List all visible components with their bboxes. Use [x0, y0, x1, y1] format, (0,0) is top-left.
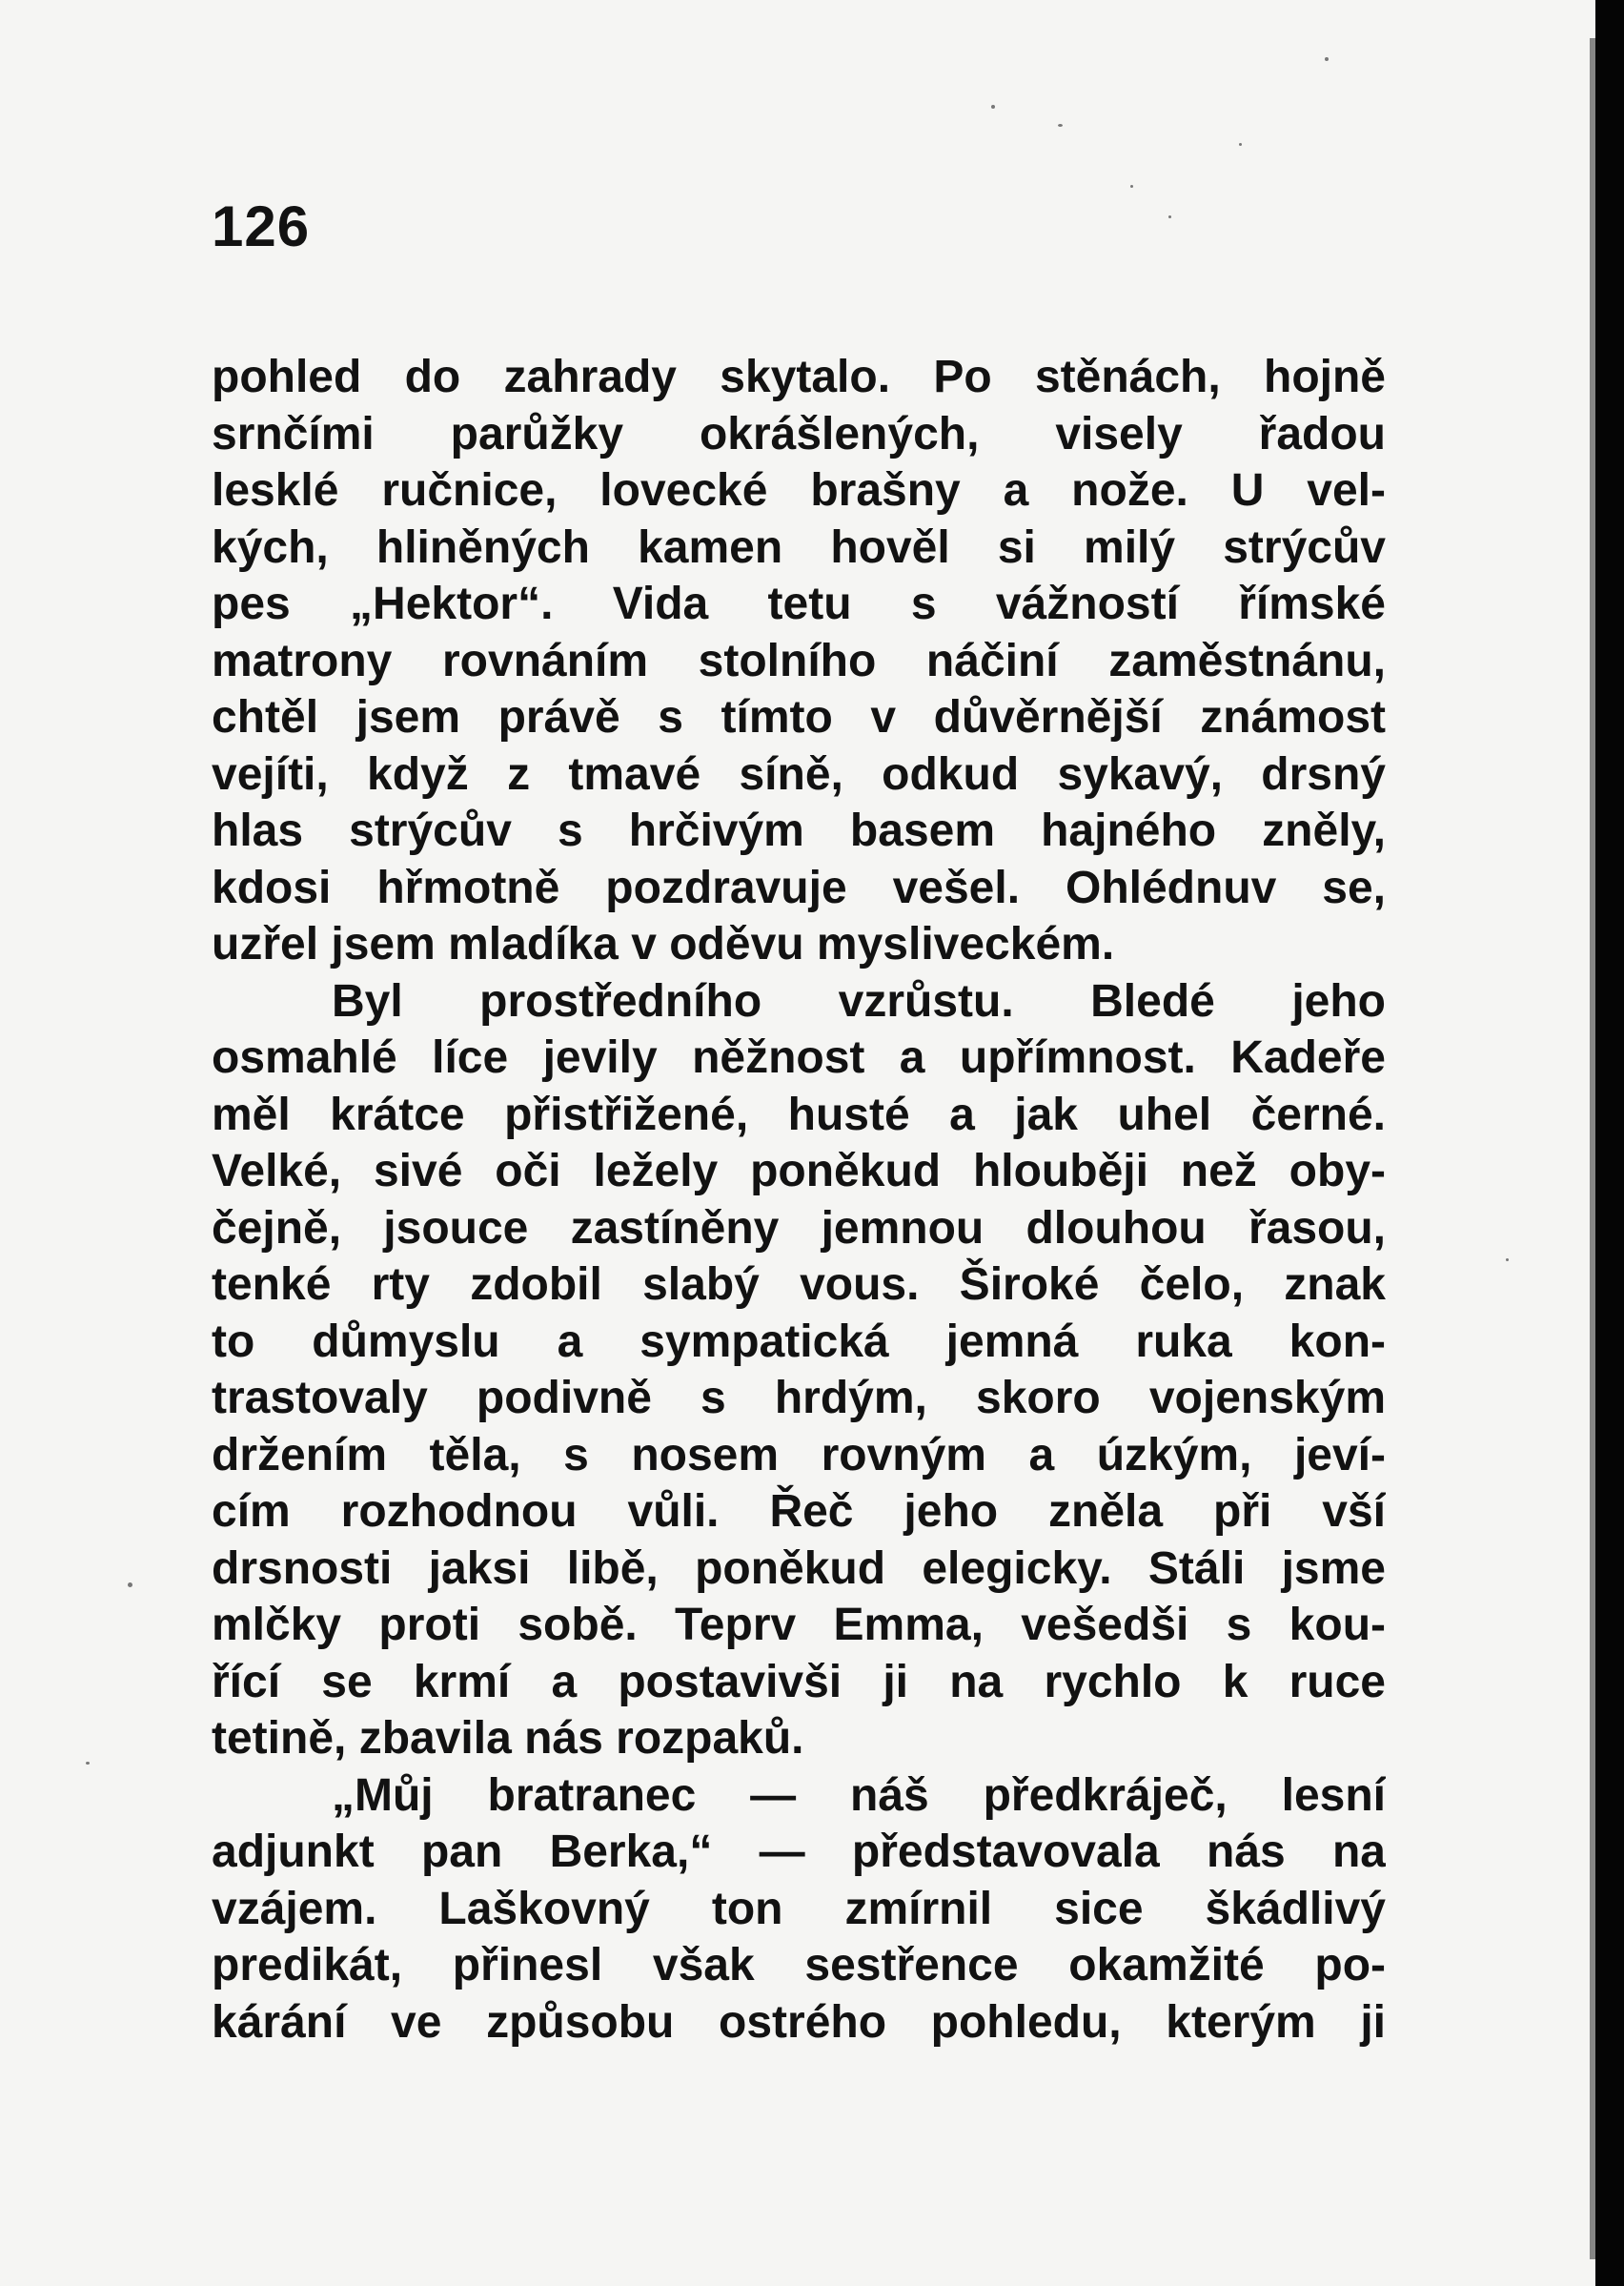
- page-number: 126: [212, 194, 311, 258]
- text-line: kárání ve způsobu ostrého pohledu, kterým ji: [212, 1996, 1386, 2048]
- text-line: hlas strýcův s hrčivým basem hajného zněly,: [212, 806, 1386, 856]
- scan-speck: [86, 1762, 90, 1765]
- scan-speck: [1506, 1258, 1509, 1261]
- text-line: predikát, přinesl však sestřence okamžité po-: [212, 1940, 1386, 1990]
- text-line: mlčky proti sobě. Teprv Emma, vešedši s kou-: [212, 1600, 1386, 1650]
- text-line: matrony rovnáním stolního náčiní zaměstnánu,: [212, 635, 1386, 686]
- text-line: řící se krmí a postavivši ji na rychlo k ruce: [212, 1656, 1386, 1707]
- text-line: pes „Hektor“. Vida tetu s vážností římské: [212, 579, 1386, 629]
- scan-border-right: [1595, 0, 1624, 2286]
- text-line: kdosi hřmotně pozdravuje vešel. Ohlédnuv se,: [212, 862, 1386, 913]
- text-line: uzřel jsem mladíka v oděvu mysliveckém.: [212, 919, 1115, 970]
- body-text: [212, 349, 1386, 2051]
- text-line: vejíti, když z tmavé síně, odkud sykavý, drsný: [212, 748, 1386, 800]
- scan-speck: [1325, 57, 1329, 61]
- text-line: tenké rty zdobil slabý vous. Široké čelo, znak: [212, 1259, 1386, 1310]
- scan-speck: [991, 105, 995, 109]
- text-line: cím rozhodnou vůli. Řeč jeho zněla při vší: [212, 1486, 1386, 1537]
- text-line: pohled do zahrady skytalo. Po stěnách, hojně: [212, 352, 1386, 402]
- text-line: držením těla, s nosem rovným a úzkým, jeví-: [212, 1429, 1386, 1480]
- text-line: čejně, jsouce zastíněny jemnou dlouhou řasou,: [212, 1202, 1386, 1254]
- text-line: to důmyslu a sympatická jemná ruka kon-: [212, 1316, 1386, 1367]
- text-line: osmahlé líce jevily něžnost a upřímnost. Kadeře: [212, 1032, 1386, 1083]
- text-line: adjunkt pan Berka,“ — představovala nás na: [212, 1827, 1386, 1877]
- text-line: trastovaly podivně s hrdým, skoro vojenským: [212, 1373, 1386, 1423]
- text-line: lesklé ručnice, lovecké brašny a nože. U vel-: [212, 465, 1386, 516]
- text-line: tetině, zbavila nás rozpaků.: [212, 1713, 804, 1764]
- text-line: „Můj bratranec — náš předkráječ, lesní: [332, 1769, 1386, 1821]
- text-line: chtěl jsem právě s tímto v důvěrnější známost: [212, 692, 1386, 743]
- text-line: Velké, sivé oči ležely poněkud hlouběji než oby-: [212, 1146, 1386, 1196]
- scan-speck: [1239, 143, 1242, 146]
- text-line: kých, hliněných kamen hověl si milý strýcův: [212, 521, 1386, 573]
- text-line: vzájem. Laškovný ton zmírnil sice škádlivý: [212, 1883, 1386, 1934]
- text-line: měl krátce přistřižené, husté a jak uhel černé.: [212, 1089, 1386, 1140]
- text-line: drsnosti jaksi libě, poněkud elegicky. Stáli jsme: [212, 1542, 1386, 1594]
- scan-speck: [1130, 185, 1133, 188]
- scan-speck: [1168, 215, 1171, 218]
- text-line: srnčími parůžky okrášlených, visely řadou: [212, 408, 1386, 459]
- page-shadow: [1590, 38, 1595, 2259]
- scan-speck: [128, 1582, 132, 1587]
- text-line: Byl prostředního vzrůstu. Bledé jeho: [332, 975, 1386, 1027]
- scan-speck: [1058, 124, 1063, 127]
